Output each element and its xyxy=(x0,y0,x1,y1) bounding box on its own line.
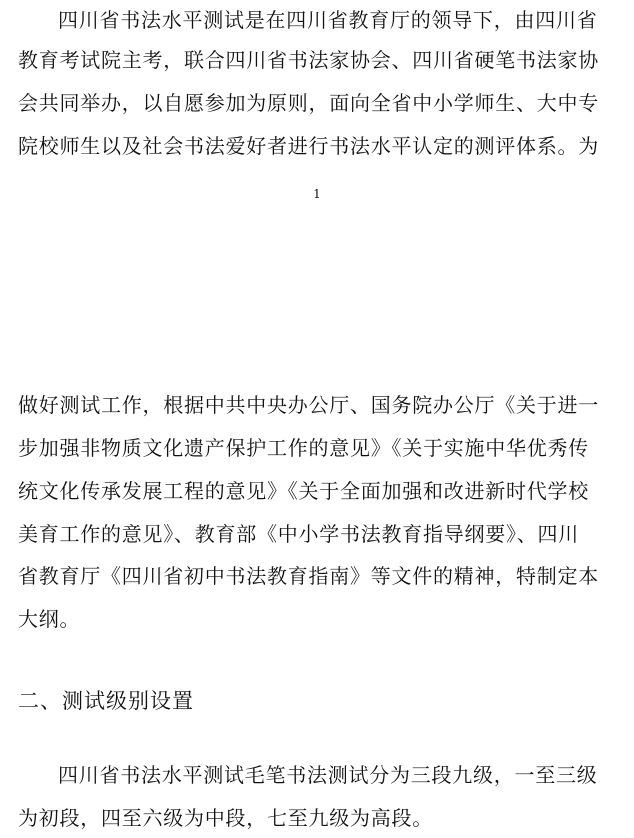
paragraph-line: 做好测试工作，根据中共中央办公厅、国务院办公厅《关于进一 xyxy=(18,393,599,417)
page-number: 1 xyxy=(313,187,321,201)
paragraph-line: 为初段，四至六级为中段，七至九级为高段。 xyxy=(18,806,433,830)
paragraph-line: 省教育厅《四川省初中书法教育指南》等文件的精神，特制定本 xyxy=(18,564,599,588)
paragraph-line: 四川省书法水平测试是在四川省教育厅的领导下，由四川省 xyxy=(58,8,598,32)
paragraph-line: 四川省书法水平测试毛笔书法测试分为三段九级，一至三级 xyxy=(58,763,598,787)
section-heading: 二、测试级别设置 xyxy=(18,689,194,713)
paragraph-line: 会共同举办，以自愿参加为原则，面向全省中小学师生、大中专 xyxy=(18,91,599,115)
paragraph-line: 步加强非物质文化遗产保护工作的意见》《关于实施中华优秀传 xyxy=(18,436,589,460)
paragraph-line: 院校师生以及社会书法爱好者进行书法水平认定的测评体系。为 xyxy=(18,134,599,158)
paragraph-line: 美育工作的意见》、教育部《中小学书法教育指导纲要》、四川 xyxy=(18,522,579,546)
paragraph-line: 大纲。 xyxy=(18,607,81,631)
paragraph-line: 教育考试院主考，联合四川省书法家协会、四川省硬笔书法家协 xyxy=(18,48,599,72)
paragraph-line: 统文化传承发展工程的意见》《关于全面加强和改进新时代学校 xyxy=(18,479,589,503)
